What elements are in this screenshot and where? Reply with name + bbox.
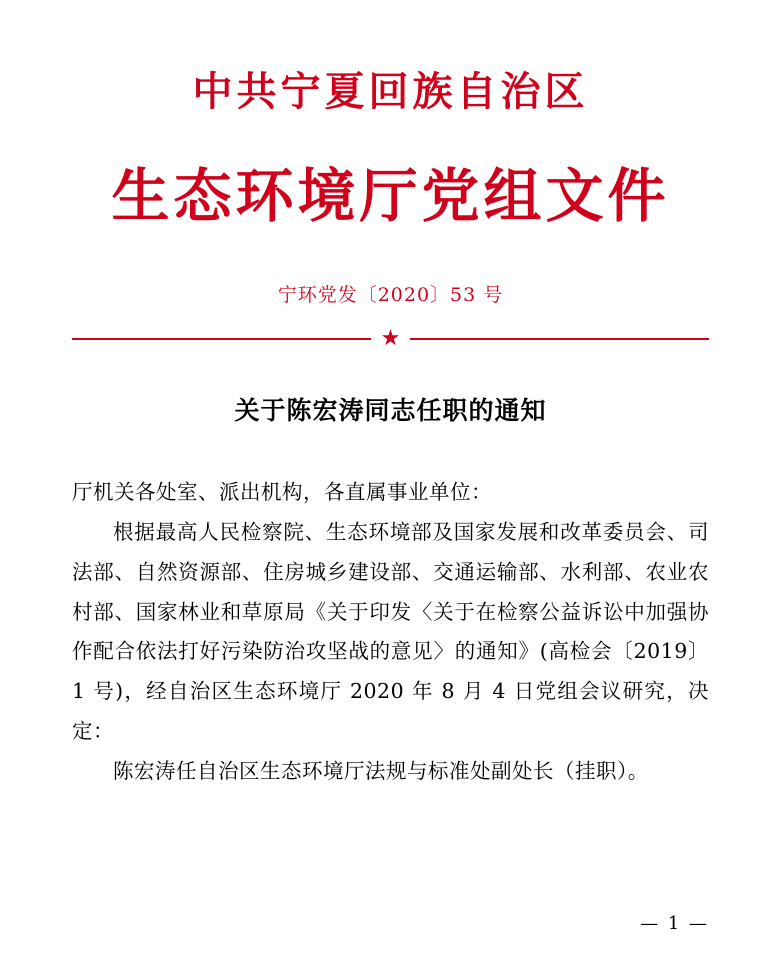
divider-bar-left bbox=[72, 338, 371, 340]
page-title: 关于陈宏涛同志任职的通知 bbox=[234, 395, 547, 425]
salutation: 厅机关各处室、派出机构，各直属事业单位： bbox=[72, 479, 492, 504]
masthead-line-1: 中共宁夏回族自治区 bbox=[192, 68, 589, 115]
page-number: — 1 — bbox=[640, 913, 709, 934]
document-body bbox=[72, 473, 709, 793]
red-divider-rule bbox=[72, 324, 709, 350]
star-icon: ★ bbox=[380, 324, 401, 350]
masthead-line-2: 生态环境厅党组文件 bbox=[111, 162, 670, 230]
masthead bbox=[72, 68, 709, 232]
document-number: 宁环党发〔2020〕53 号 bbox=[277, 283, 504, 306]
document-page bbox=[0, 68, 781, 968]
divider-bar-right bbox=[410, 338, 709, 340]
body-paragraph-1: 根据最高人民检察院、生态环境部及国家发展和改革委员会、司法部、自然资源部、住房城乡建设部、交通运输部、水利部、农业农村部、国家林业和草原局《关于印发〈关于在检察公益诉讼中加强协作配合依法打好污染防治攻坚战的意见〉的通知》(高检会〔2019〕1 号)，经自治区生态环境厅 2020 年 8 月 4 日党组会议研究，决定： bbox=[72, 519, 709, 744]
body-paragraph-2: 陈宏涛任自治区生态环境厅法规与标准处副处长（挂职）。 bbox=[113, 759, 649, 784]
